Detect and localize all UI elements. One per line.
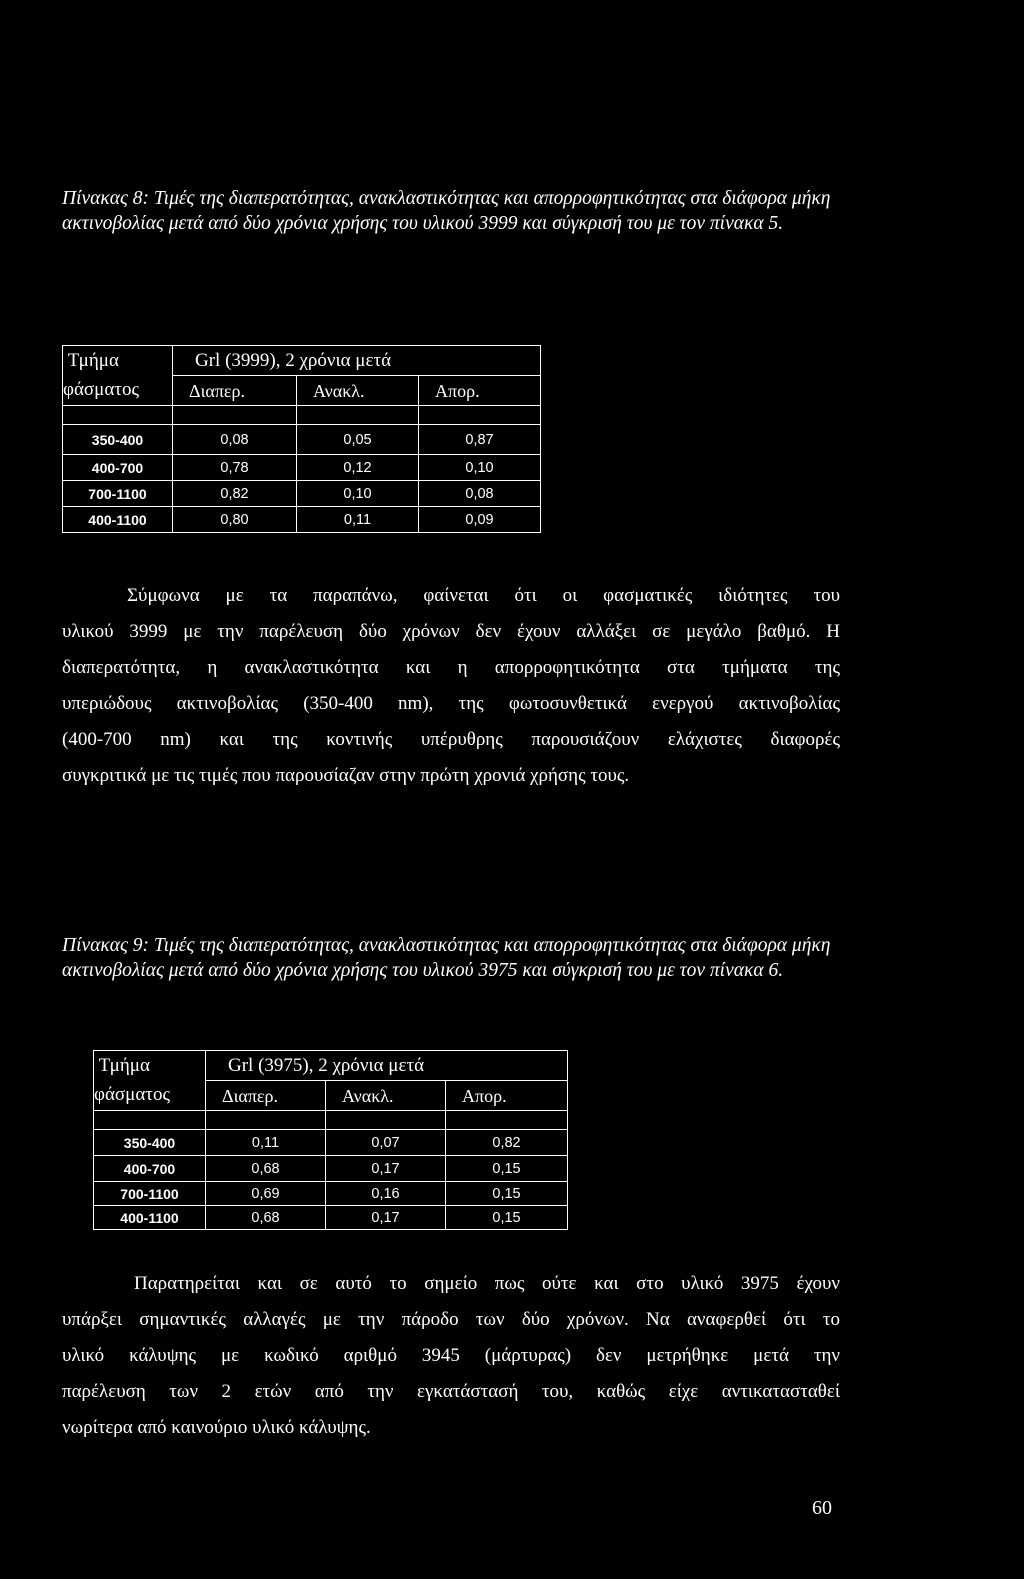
cell-value: 0,07 (326, 1130, 446, 1156)
paragraph-line: υλικού 3999 με την παρέλευση δύο χρόνων δεν έχουν αλλάξει σε μεγάλο βαθμό. Η (62, 621, 840, 642)
table-row (63, 481, 541, 507)
paragraph-line: παρέλευση των 2 ετών από την εγκατάστασή του, καθώς είχε αντικατασταθεί (62, 1381, 840, 1402)
col-reflectance: Ανακλ. (297, 376, 419, 406)
cell-value: 0,15 (446, 1182, 568, 1206)
paragraph-line: υπεριώδους ακτινοβολίας (350-400 nm), της φωτοσυνθετικά ενεργού ακτινοβολίας (62, 693, 840, 714)
group-header: Grl (3999), 2 χρόνια μετά (173, 346, 541, 376)
col-transmittance: Διαπερ. (206, 1081, 326, 1111)
col-absorptance: Απορ. (446, 1081, 568, 1111)
table-row (63, 455, 541, 481)
row-label: 700-1100 (63, 481, 173, 507)
page-number: 60 (812, 1497, 832, 1519)
spectrum-header-line2: φάσματος (63, 376, 173, 406)
cell-value: 0,68 (206, 1206, 326, 1230)
paragraph-line: Παρατηρείται και σε αυτό το σημείο πως ούτε και στο υλικό 3975 έχουν (134, 1273, 840, 1294)
cell-value: 0,82 (446, 1130, 568, 1156)
table-row (94, 1130, 568, 1156)
col-reflectance: Ανακλ. (326, 1081, 446, 1111)
cell-value: 0,68 (206, 1156, 326, 1182)
table-8-caption: Πίνακας 8: Τιμές της διαπερατότητας, ανακλαστικότητας και απορροφητικότητας στα διάφορα μήκη ακτινοβολίας μετά από δύο χρόνια χρήσης του υλικού 3999 και σύγκρισή του με τον πίνακα 5. (62, 188, 831, 234)
cell-value: 0,17 (326, 1206, 446, 1230)
paragraph-line: υλικό κάλυψης με κωδικό αριθμό 3945 (μάρτυρας) δεν μετρήθηκε μετά την (62, 1345, 840, 1366)
table-row (94, 1156, 568, 1182)
cell-value: 0,11 (206, 1130, 326, 1156)
paragraph-1 (62, 578, 840, 794)
table-row (63, 507, 541, 533)
spectrum-header: Τμήμα (63, 346, 173, 376)
cell-value: 0,16 (326, 1182, 446, 1206)
table-9-caption: Πίνακας 9: Τιμές της διαπερατότητας, ανακλαστικότητας και απορροφητικότητας στα διάφορα μήκη ακτινοβολίας μετά από δύο χρόνια χρήσης του υλικού 3975 και σύγκρισή του με τον πίνακα 6. (62, 935, 831, 981)
paragraph-2 (62, 1266, 840, 1446)
cell-value: 0,17 (326, 1156, 446, 1182)
spectrum-header: Τμήμα (94, 1051, 206, 1081)
paragraph-line: Σύμφωνα με τα παραπάνω, φαίνεται ότι οι φασματικές ιδιότητες του (127, 585, 840, 606)
cell-value: 0,69 (206, 1182, 326, 1206)
col-absorptance: Απορ. (419, 376, 541, 406)
cell-value: 0,15 (446, 1156, 568, 1182)
row-label: 400-1100 (63, 507, 173, 533)
paragraph-line: συγκριτικά με τις τιμές που παρουσίαζαν στην πρώτη χρονιά χρήσης τους. (62, 765, 630, 786)
row-label: 700-1100 (94, 1182, 206, 1206)
cell-value: 0,80 (173, 507, 297, 533)
row-label: 350-400 (94, 1130, 206, 1156)
cell-value: 0,08 (419, 481, 541, 507)
paragraph-line: (400-700 nm) και της κοντινής υπέρυθρης παρουσιάζουν ελάχιστες διαφορές (62, 729, 840, 750)
cell-value: 0,12 (297, 455, 419, 481)
table-9 (93, 1050, 568, 1230)
row-label: 400-700 (94, 1156, 206, 1182)
table-row (94, 1206, 568, 1230)
cell-value: 0,78 (173, 455, 297, 481)
paragraph-line: υπάρξει σημαντικές αλλαγές με την πάροδο των δύο χρόνων. Να αναφερθεί ότι το (62, 1309, 840, 1330)
cell-value: 0,10 (419, 455, 541, 481)
row-label: 350-400 (63, 425, 173, 455)
table-row (94, 1182, 568, 1206)
paragraph-line: διαπερατότητα, η ανακλαστικότητα και η απορροφητικότητα στα τμήματα της (62, 657, 840, 678)
table-row (63, 425, 541, 455)
cell-value: 0,11 (297, 507, 419, 533)
group-header: Grl (3975), 2 χρόνια μετά (206, 1051, 568, 1081)
cell-value: 0,82 (173, 481, 297, 507)
cell-value: 0,09 (419, 507, 541, 533)
col-transmittance: Διαπερ. (173, 376, 297, 406)
cell-value: 0,10 (297, 481, 419, 507)
cell-value: 0,87 (419, 425, 541, 455)
spectrum-header-line2: φάσματος (94, 1081, 206, 1111)
cell-value: 0,08 (173, 425, 297, 455)
cell-value: 0,05 (297, 425, 419, 455)
row-label: 400-700 (63, 455, 173, 481)
cell-value: 0,15 (446, 1206, 568, 1230)
table-8 (62, 345, 541, 533)
row-label: 400-1100 (94, 1206, 206, 1230)
paragraph-line: νωρίτερα από καινούριο υλικό κάλυψης. (62, 1417, 371, 1438)
